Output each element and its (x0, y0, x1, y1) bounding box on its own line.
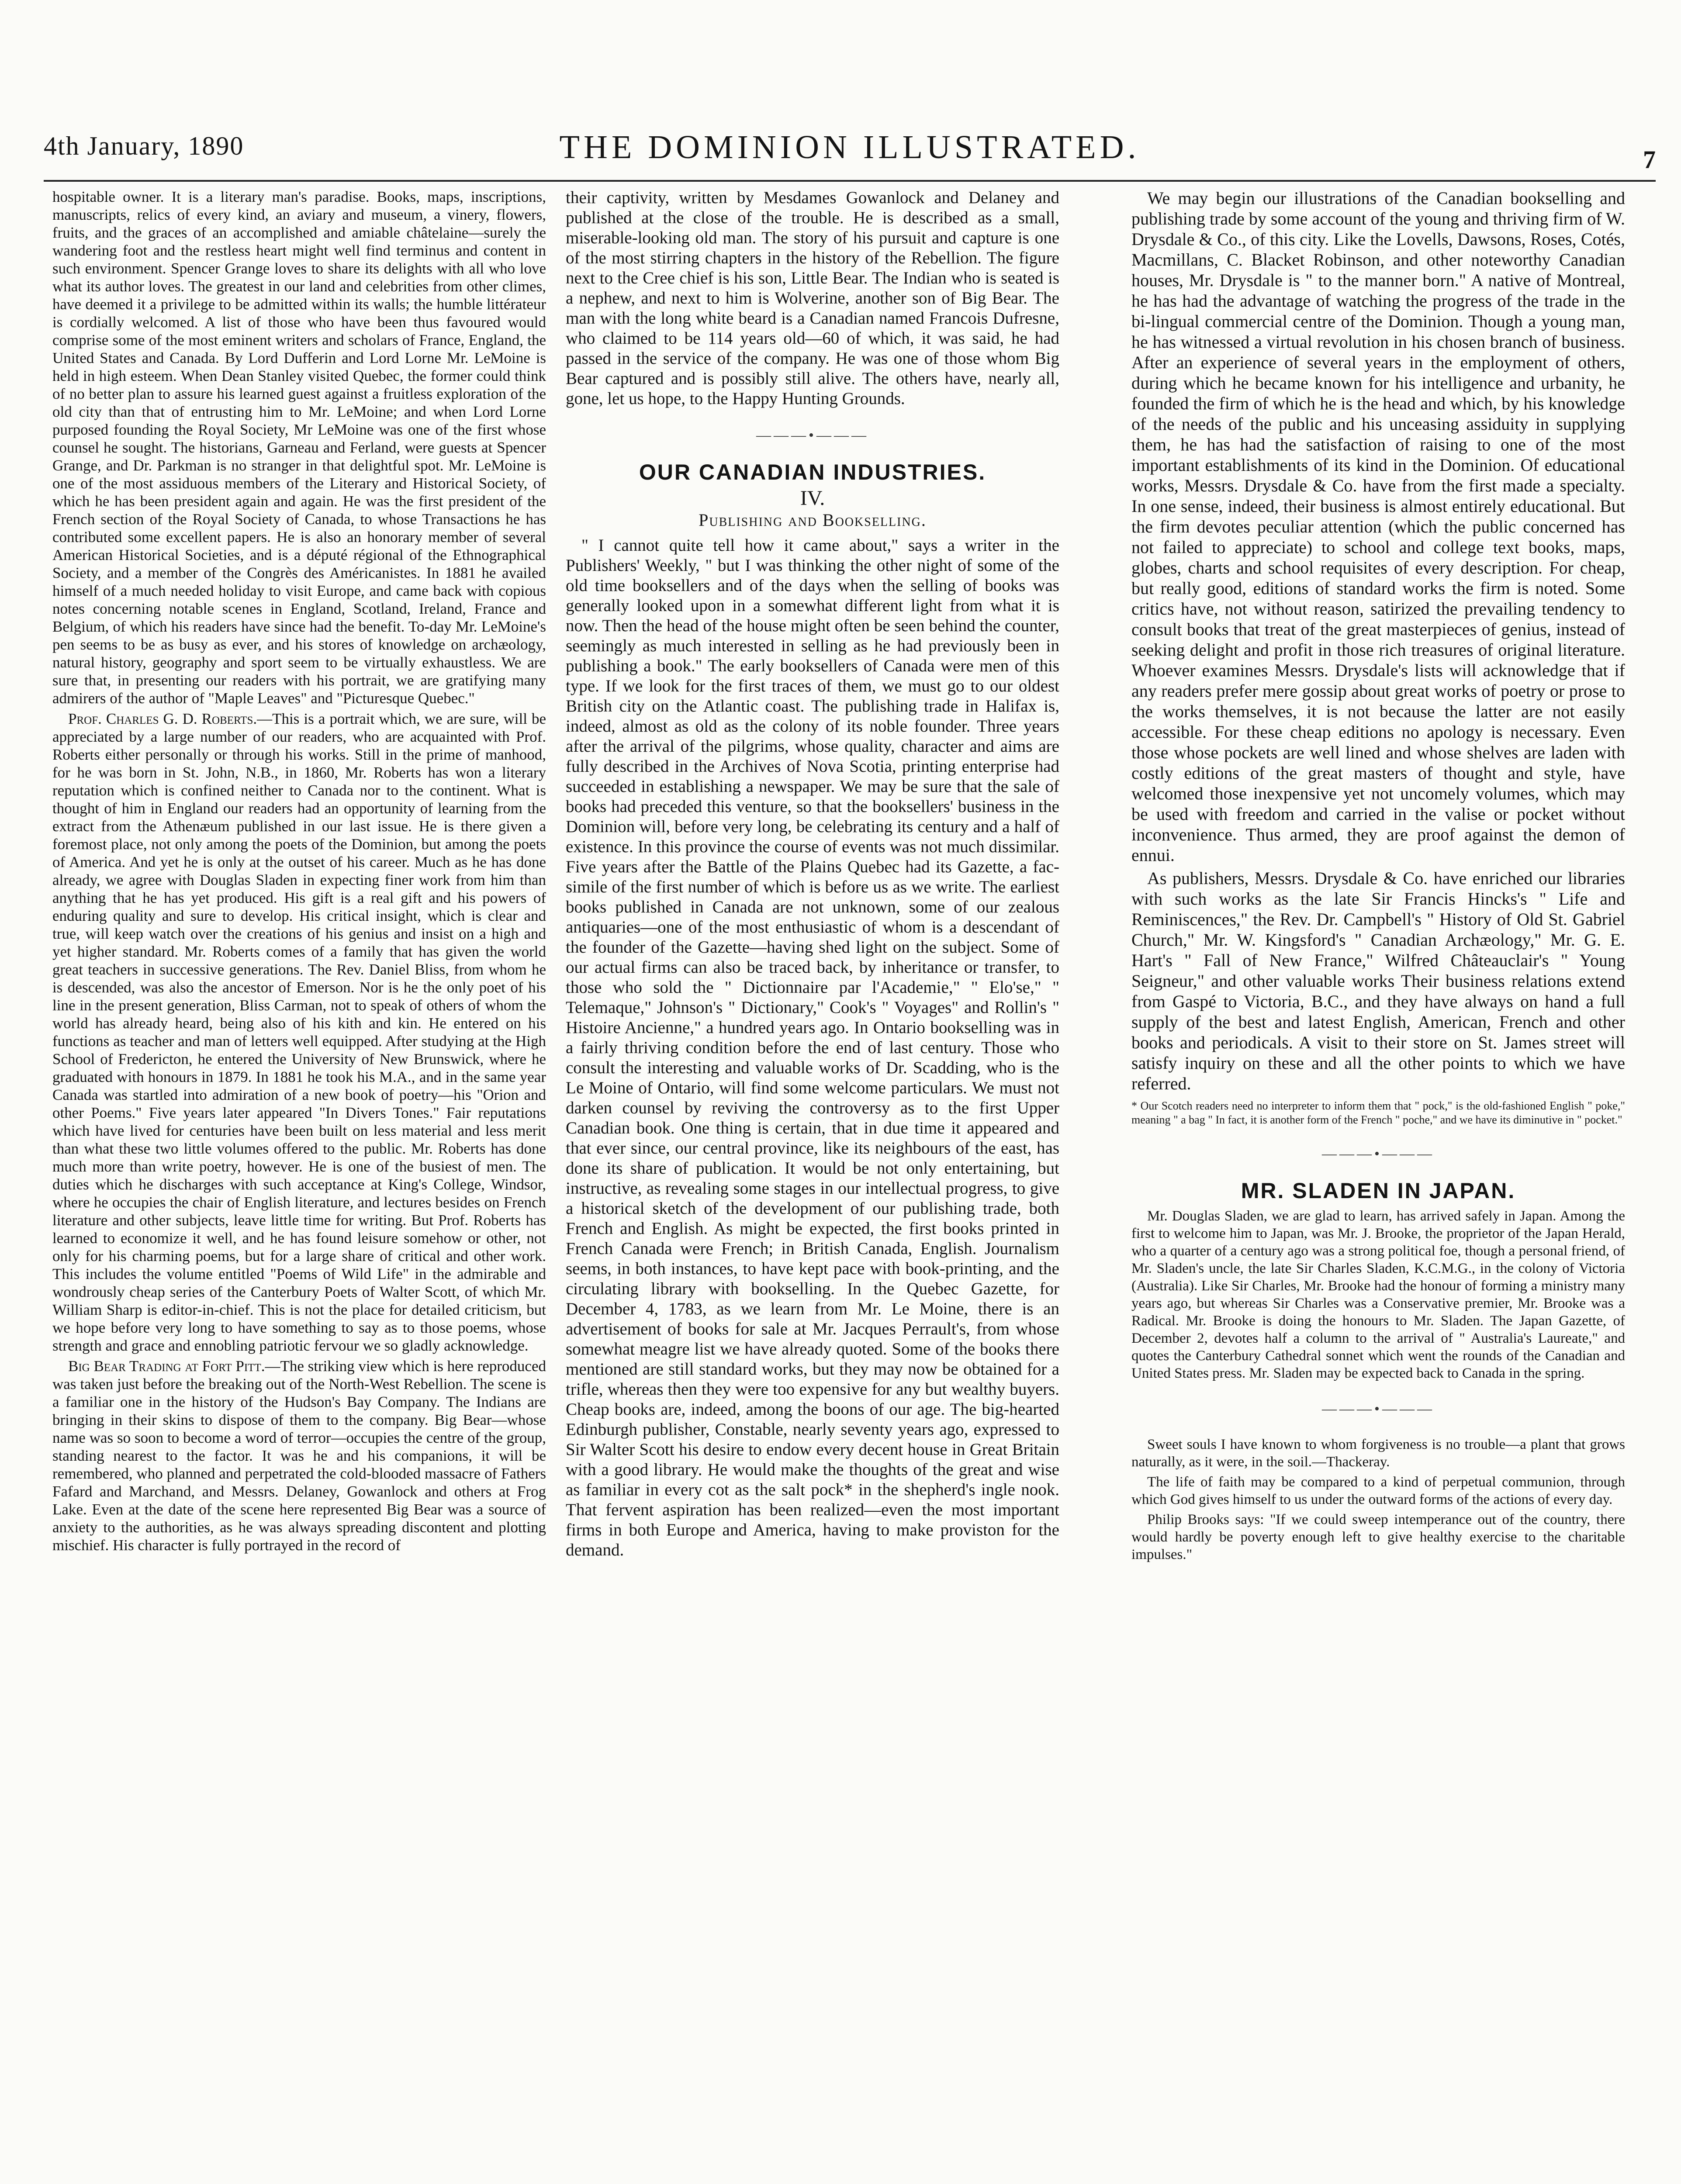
separator: ———•——— (1322, 1401, 1435, 1417)
brooks-quote: Philip Brooks says: "If we could sweep intemperance out of the country, there would hardly be poverty enough left to give healthy exercise to the charitable impulses." (1131, 1512, 1625, 1562)
roberts-text: —This is a portrait which, we are sure, will be appreciated by a large number of our readers, who are acquainted with Prof. Roberts either personally or through his works. Still in the prime of manhood, for he was born in St. John, N.B., in 1860, Mr. Roberts has won a literary reputation which is confined neither to Canada nor to the continent. What is thought of him in England our readers had an opportunity of learning from the extract from the Athenæum published in our last issue. He is there given a foremost place, not only among the poets of the Dominion, but among the poets of America. And yet he is only at the outset of his career. Much as he has done already, we agree with Douglas Sladen in expecting finer work from him than anything that he has yet produced. His gift is a real gift and his powers of enduring quality and sure to develop. His critical insight, which is clear and true, will keep watch over the creations of his genius and insist on a high and yet higher standard. Mr. Roberts comes of a family that has given the world great teachers in successive generations. The Rev. Daniel Bliss, from whom he is descended, was also the ancestor of Emerson. Nor is he the only poet of his line in the present generation, Bliss Carman, not to speak of others of whom the world has already heard, being also of his kith and kin. He entered on his functions as teacher and man of letters well equipped. After studying at the High School of Fredericton, he entered the University of New Brunswick, where he graduated with honours in 1879. In 1881 he took his M.A., and in the same year Canada was startled into admiration of a new book of poetry—his "Orion and other Poems." Five years later appeared "In Divers Tones." Fair reputations which have lived for centuries have been built on less material and less merit than what these two little volumes offered to the public. Mr. Roberts has done much more than write poetry, however. He is one of the busiest of men. The duties which he discharges with such acceptance at King's College, Windsor, where he occupies the chair of English literature, and lectures besides on French literature and other subjects, leave little time for writing. But Prof. Roberts has learned to economize it well, and he has found leisure somehow or other, not only for his charming poems, but for a large share of critical and other work. This includes the volume entitled "Poems of Wild Life" in the admirable and wondrously cheap series of the Canterbury Poets of Walter Scott, of which Mr. William Sharp is editor-in-chief. This is not the place for detailed criticism, but we hope before very long to have something to say as to those poems, whose strength and grace and ennobling patriotic fervour we so gladly acknowledge. (52, 710, 546, 1354)
masthead (44, 131, 1656, 183)
thackeray-quote: Sweet souls I have known to whom forgiveness is no trouble—a plant that grows naturally, as it were, in the soil.—Thackeray. (1131, 1437, 1625, 1470)
roberts-lead: Prof. Charles G. D. Roberts. (68, 710, 257, 727)
publication-title: THE DOMINION ILLUSTRATED. (559, 129, 1140, 166)
drysdale-paragraph: We may begin our illustrations of the Canadian bookselling and publishing trade by some account of the young and thriving firm of W. Drysdale & Co., of this city. Like the Lovells, Dawsons, Roses, Cotés, Macmillans, C. Blacket Robinson, and other noteworthy Canadian houses, Mr. Drysdale is " to the manner born." A native of Montreal, he has had the advantage of watching the progress of the trade in the bi-lingual commercial centre of the Dominion. Though a young man, he has witnessed a virtual revolution in his chosen branch of business. After an experience of several years in the employment of others, during which he became known for his intelligence and urbanity, he founded the firm of which he is the head and which, by his knowledge of the needs of the public and his unceasing assiduity in supplying them, he has had the satisfaction of raising to one of the most important establishments of its kind in the Dominion. Of educational works, Messrs. Drysdale & Co. have from the first made a specialty. In one sense, indeed, their business is almost entirely educational. But the firm devotes peculiar attention (which the public concerned has not failed to appreciate) to school and college text books, maps, globes, charts and school requisites of every description. For cheap, but really good, editions of standard works the firm is noted. Some critics have, not without reason, satirized the prevailing tendency to consult books that treat of the great masterpieces of genius, instead of seeking delight and profit in those rich treasures of original literature. Whoever examines Messrs. Drysdale's lists will acknowledge that if any readers prefer mere gossip about great works of poetry or prose to the works themselves, it is not because the latter are not easily accessible. For these cheap editions no apology is necessary. Even those whose pockets are well lined and whose shelves are laden with costly editions of the great masters of thought and style, have welcomed those inexpensive yet not uncomely volumes, which may be used with freedom and carried in the valise or pocket without inconvenience. Thus armed, they are proof against the demon of ennui. (1131, 188, 1625, 865)
column-2 (566, 188, 1059, 2184)
issue-date: 4th January, 1890 (44, 131, 244, 160)
big-bear-text: —The striking view which is here reproduced was taken just before the breaking out of the North-West Rebellion. The scene is a familiar one in the history of the Hudson's Bay Company. The Indians are bringing in their skins to dispose of them to the company. Big Bear—whose name was so soon to become a word of terror—occupies the centre of the group, standing nearest to the factor. It was he and his companions, it will be remembered, who planned and perpetrated the cold-blooded massacre of Fathers Fafard and Marchand, and Messrs. Delaney, Gowanlock and others at Frog Lake. Even at the date of the scene here represented Big Bear was a source of anxiety to the authorities, as he was always spreading discontent and plotting mischief. His character is fully portrayed in the record of (52, 1358, 546, 1554)
column-3 (1131, 188, 1625, 2184)
big-bear-continued: their captivity, written by Mesdames Gowanlock and Delaney and published at the close of the trouble. He is described as a small, miserable-looking old man. The story of his pursuit and capture is one of the most stirring chapters in the history of the Rebellion. The figure next to the Cree chief is his son, Little Bear. The Indian who is seated is a nephew, and next to him is Wolverine, another son of Big Bear. The man with the long white beard is a Canadian named Francois Dufresne, who claimed to be 114 years old—60 of which, it was said, he had passed in the service of the company. He was one of those whom Big Bear captured and is possibly still alive. The others have, nearly all, gone, let us hope, to the Happy Hunting Grounds. (566, 188, 1059, 408)
roberts-paragraph (52, 710, 546, 1355)
sladen-heading: MR. SLADEN IN JAPAN. (1241, 1178, 1516, 1203)
publishing-paragraph: " I cannot quite tell how it came about," says a writer in the Publishers' Weekly, " but I was thinking the other night of some of the old time booksellers and of the days when the selling of books was generally looked upon in a somewhat different light from what it is now. Then the head of the house might often be seen behind the counter, seemingly as much interested in selling as he had previously been in publishing a book." The early booksellers of Canada were men of this type. If we look for the first traces of them, we must go to our oldest British city on the Atlantic coast. The publishing trade in Halifax is, indeed, almost as old as the colony of its noble founder. Three years after the arrival of the pilgrims, whose quality, character and aims are fully described in the Archives of Nova Scotia, printing enterprise had succeeded in establishing a newspaper. We may be sure that the sale of books had preceded this venture, so that the booksellers' business in the Dominion will, before very long, be celebrating its century and a half of existence. In this province the course of events was not much dissimilar. Five years after the Battle of the Plains Quebec had its Gazette, a fac-simile of the first number of which is before us as we write. The earliest books published in Canada are not unknown, some of our zealous antiquaries—one of the most enthusiastic of whom is a descendant of the founder of the Gazette—having shed light on the subject. Some of our actual firms can also be traced back, by inheritance or transfer, to those who sold the " Dictionnaire par l'Academie," " Elo'se," " Telemaque," Johnson's " Dictionary," Cook's " Voyages" and Rollin's " Histoire Ancienne," a hundred years ago. In Ontario bookselling was in a fairly thriving condition before the end of last century. Those who consult the interesting and valuable works of Dr. Scadding, who is the Le Moine of Ontario, will find some welcome particulars. We must not darken counsel by reviving the controversy as to the first Upper Canadian book. One thing is certain, that in due time it appeared and that ever since, our central province, like its neighbours of the east, has done its share of publication. It would be not only entertaining, but instructive, as revealing some stages in our intellectual progress, to give a historical sketch of the development of our publishing trade, both French and English. As might be expected, the first books printed in French Canada were French; in British Canada, English. Journalism seems, in both instances, to have kept pace with book-printing, and the circulating library with bookselling. In the Quebec Gazette, for December 4, 1783, as we learn from Mr. Le Moine, there is an advertisement of books for sale at Mr. Jacques Perrault's, from whose somewhat meagre list we have already quoted. Some of the books there mentioned are still standard works, but they may now be obtained for a trifle, whereas then they were too expensive for any but wealthy buyers. Cheap books are, indeed, among the boons of our age. The big-hearted Edinburgh publisher, Constable, nearly seventy years ago, expressed to Sir Walter Scott his desire to endow every decent house in Great Britain with a good library. He would make the thoughts of the great and wise as familiar in every cot as the salt pock* in the shepherd's ingle nook. That fervent aspiration has been realized—even the most important firms in both Europe and America, having to make proviston for the demand. (566, 536, 1059, 1559)
separator: ———•——— (756, 427, 869, 443)
series-numeral: IV. (800, 487, 825, 510)
column-1 (52, 188, 546, 2184)
big-bear-lead: Big Bear Trading at Fort Pitt. (68, 1358, 265, 1375)
sladen-paragraph: Mr. Douglas Sladen, we are glad to learn, has arrived safely in Japan. Among the first to welcome him to Japan, was Mr. J. Brooke, the proprietor of the Japan Herald, who a quarter of a century ago was a strong political foe, though a personal friend, of Mr. Sladen's uncle, the late Sir Charles Sladen, K.C.M.G., in the colony of Victoria (Australia). Like Sir Charles, Mr. Brooke had the honour of forming a ministry many years ago, but whereas Sir Charles was a Conservative premier, Mr. Brooke was a Radical. Mr. Brooke is doing the honours to Mr. Sladen. The Japan Gazette, of December 2, devotes half a column to the arrival of " Australia's Laureate," and quotes the Canterbury Cathedral sonnet which went the rounds of the Canadian and United States press. Mr. Sladen may be expected back to Canada in the spring. (1131, 1208, 1625, 1381)
drysdale-publishers-paragraph: As publishers, Messrs. Drysdale & Co. have enriched our libraries with such works as the late Sir Francis Hincks's " Life and Reminiscences," the Rev. Dr. Campbell's " History of Old St. Gabriel Church," Mr. W. Kingsford's " Canadian Archæology," Mr. G. E. Hart's " Fall of New France," Wilfred Châteauclair's " Young Seigneur," and other valuable works Their business relations extend from Gaspé to Victoria, B.C., and they have always on hand a full supply of the best and latest English, American, French and other books and periodicals. A visit to their store on St. James street will satisfy inquiry on these and all the other points to which we have referred. (1131, 868, 1625, 1093)
masthead-rule (44, 180, 1656, 182)
industries-heading: OUR CANADIAN INDUSTRIES. (639, 460, 986, 484)
pock-footnote: * Our Scotch readers need no interpreter to inform them that " pock," is the old-fashioned English " poke," meaning " a bag " In fact, it is another form of the French " poche," and we have its diminutive in " pocket." (1131, 1099, 1625, 1126)
big-bear-paragraph (52, 1357, 546, 1554)
industries-subheading: Publishing and Bookselling. (699, 510, 927, 530)
page-number: 7 (1643, 145, 1656, 174)
lemoine-paragraph: hospitable owner. It is a literary man's paradise. Books, maps, inscriptions, manuscripts, relics of every kind, an aviary and museum, a vinery, flowers, fruits, and the graces of an accomplished and amiable châtelaine—surely the wandering foot and the restless heart might well find terminus and content in such environment. Spencer Grange loves to share its delights with all who love what its author loves. The greatest in our land and celebrities from other climes, have deemed it a privilege to be admitted within its walls; the humble littérateur is cordially welcomed. A list of those who have been thus favoured would comprise some of the most eminent writers and scholars of France, England, the United States and Canada. By Lord Dufferin and Lord Lorne Mr. LeMoine is held in high esteem. When Dean Stanley visited Quebec, the former could think of no better plan to assure his learned guest against a fruitless exploration of the old city than that of entrusting him to Mr. LeMoine; and when Lord Lorne purposed founding the Royal Society, Mr LeMoine was one of the first whose counsel he sought. The historians, Garneau and Ferland, were guests at Spencer Grange, and Dr. Parkman is no stranger in that delightful spot. Mr. LeMoine is one of the most assiduous members of the Literary and Historical Society, of which he has been president again and again. He was the first president of the French section of the Royal Society of Canada, to whose Transactions he has contributed some excellent papers. He is also an honorary member of several American Historical Societies, and is a député régional of the Ethnographical Society, and a member of the Congrès des Américanistes. In 1881 he availed himself of a much needed holiday to visit Europe, and came back with copious notes concerning notable scenes in England, Scotland, Ireland, France and Belgium, of which his readers have since had the benefit. To-day Mr. LeMoine's pen seems to be as busy as ever, and his stores of knowledge on archæology, natural history, geography and sport seem to be virtually exhaustless. We are sure that, in presenting our readers with his portrait, we are gratifying many admirers of the author of "Maple Leaves" and "Picturesque Quebec." (52, 188, 546, 707)
separator: ———•——— (1322, 1146, 1435, 1162)
faith-quote: The life of faith may be compared to a kind of perpetual communion, through which God gives himself to us under the outward forms of the actions of every day. (1131, 1474, 1625, 1507)
